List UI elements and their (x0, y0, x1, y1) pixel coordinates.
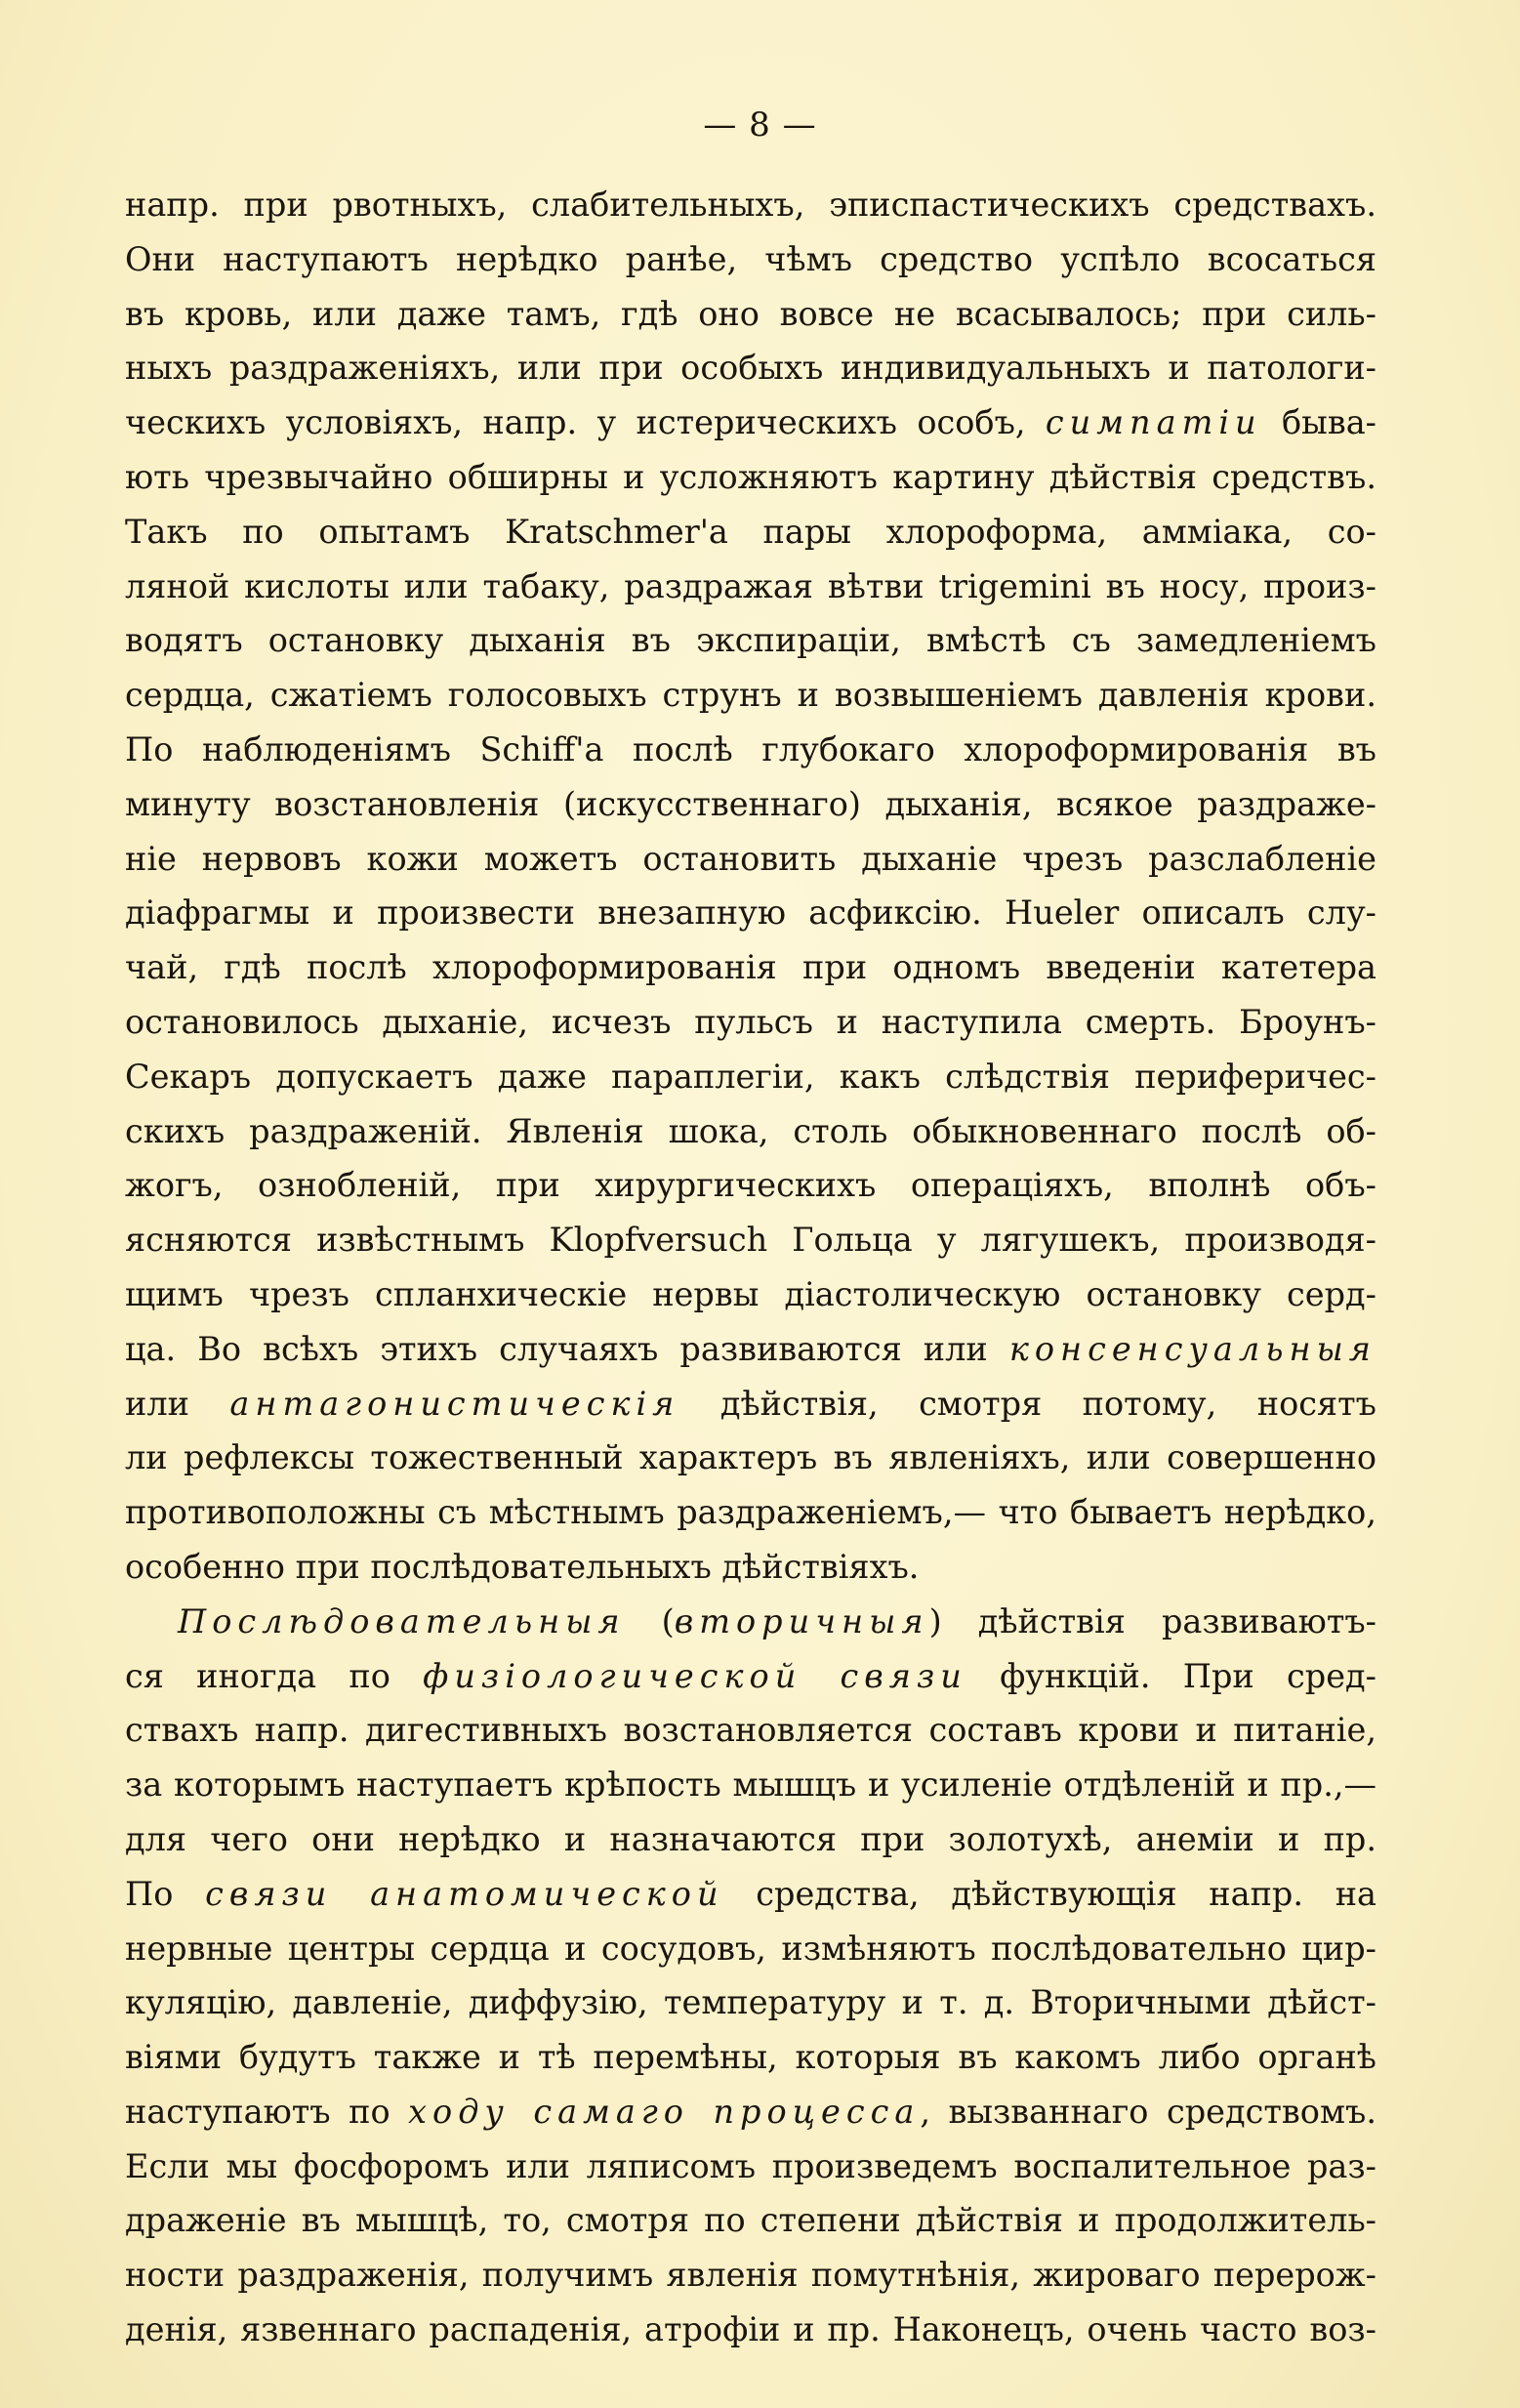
emphasized-text: симпатіи (1045, 403, 1262, 442)
text-line (125, 1975, 1376, 2030)
text-segment: По (125, 1874, 206, 1913)
text-line (125, 995, 1376, 1050)
text-line (125, 1703, 1376, 1758)
text-segment: жогъ, ознобленій, при хирургическихъ операціяхъ, вполнѣ объ- (125, 1166, 1376, 1205)
text-line (125, 395, 1376, 450)
emphasized-text: физіологической связи (423, 1656, 967, 1695)
text-segment: противоположны съ мѣстнымъ раздраженіемъ,— что бываетъ нерѣдко, (125, 1493, 1376, 1532)
text-segment: куляцію, давленіе, диффузію, температуру и т. д. Вторичными дѣйст- (125, 1983, 1376, 2022)
text-segment: быва- (1261, 403, 1376, 442)
text-segment: минуту возстановленія (искусственнаго) дыханія, всякое раздраже- (125, 784, 1376, 823)
text-line (125, 560, 1376, 614)
text-segment: ныхъ раздраженіяхъ, или при особыхъ индивидуальныхъ и патологи- (125, 349, 1376, 388)
text-line (125, 2193, 1376, 2248)
text-segment: остановилось дыханіе, исчезъ пульсъ и наступила смерть. Броунъ- (125, 1002, 1376, 1041)
text-segment: ляной кислоты или табаку, раздражая вѣтви trigemini въ носу, произ- (125, 566, 1376, 605)
text-segment: дѣйствія, смотря потому, носятъ (679, 1384, 1376, 1423)
text-line (125, 2248, 1376, 2303)
text-segment: ся иногда по (125, 1656, 424, 1695)
text-segment: въ кровь, или даже тамъ, гдѣ оно вовсе не всасывалось; при силь- (125, 294, 1376, 333)
text-segment: ствахъ напр. дигестивныхъ возстановляется составъ крови и питаніе, (125, 1711, 1376, 1750)
text-line (125, 1758, 1376, 1812)
text-segment: за которымъ наступаетъ крѣпость мышцъ и усиленіе отдѣленій и пр.,— (125, 1765, 1376, 1805)
text-segment: віями будутъ также и тѣ перемѣны, которыя въ какомъ либо органѣ (125, 2038, 1376, 2077)
text-segment: ческихъ условіяхъ, напр. у истерическихъ особъ, (125, 403, 1046, 442)
text-segment: ли рефлексы тожественный характеръ въ явленіяхъ, или совершенно (125, 1438, 1376, 1477)
text-line (125, 723, 1376, 777)
text-segment: , вызваннаго средствомъ. (920, 2092, 1376, 2131)
text-segment: особенно при послѣдовательныхъ дѣйствіяхъ. (125, 1547, 920, 1586)
text-line (125, 1050, 1376, 1104)
text-line (125, 1377, 1376, 1432)
text-segment: водятъ остановку дыханія въ экспираціи, вмѣстѣ съ замедленіемъ (125, 621, 1376, 660)
text-line (125, 1213, 1376, 1267)
text-line (125, 777, 1376, 832)
emphasized-text: консенсуальныя (1008, 1329, 1376, 1368)
text-line (125, 1158, 1376, 1213)
text-segment: ніе нервовъ кожи можетъ остановить дыханіе чрезъ разслабленіе (125, 839, 1376, 878)
text-line (125, 832, 1376, 887)
text-line (125, 1267, 1376, 1322)
text-line (125, 2303, 1376, 2357)
emphasized-text: антагонистическія (229, 1384, 680, 1423)
text-segment: сердца, сжатіемъ голосовыхъ струнъ и возвышеніемъ давленія крови. (125, 676, 1376, 715)
text-line (125, 2139, 1376, 2194)
text-segment: функцій. При сред- (966, 1656, 1376, 1695)
text-segment: Секаръ допускаетъ даже параплегіи, какъ слѣдствія периферичес- (125, 1057, 1376, 1096)
text-line (125, 1485, 1376, 1540)
text-line (125, 450, 1376, 505)
page-number: — 8 — (703, 105, 817, 145)
text-line (125, 886, 1376, 940)
text-line (125, 1595, 1376, 1649)
text-line (125, 668, 1376, 723)
text-segment: Если мы фосфоромъ или ляписомъ произведемъ воспалительное раз- (125, 2146, 1376, 2185)
text-line (125, 232, 1376, 287)
text-line (125, 940, 1376, 995)
text-segment: ца. Во всѣхъ этихъ случаяхъ развиваются или (125, 1329, 1009, 1368)
text-line (125, 341, 1376, 395)
text-segment: чай, гдѣ послѣ хлороформированія при одномъ введеніи катетера (125, 948, 1376, 987)
text-line (125, 2030, 1376, 2085)
text-segment: ють чрезвычайно обширны и усложняютъ картину дѣйствія средствъ. (125, 457, 1376, 496)
text-segment: По наблюденіямъ Schiff'a послѣ глубокаго хлороформированія въ (125, 729, 1376, 768)
text-segment: средства, дѣйствующія напр. на (723, 1874, 1376, 1913)
text-line (125, 1922, 1376, 1976)
text-line (125, 1812, 1376, 1867)
text-segment: скихъ раздраженій. Явленія шока, столь обыкновеннаго послѣ об- (125, 1111, 1376, 1150)
text-segment: Такъ по опытамъ Kratschmer'a пары хлороформа, амміака, со- (125, 512, 1376, 551)
body-text (125, 178, 1376, 2357)
text-line (125, 2085, 1376, 2139)
text-line (125, 1649, 1376, 1704)
text-segment: ясняются извѣстнымъ Klopfversuch Гольца у лягушекъ, производя- (125, 1221, 1376, 1260)
text-line (125, 1431, 1376, 1485)
text-segment: для чего они нерѣдко и назначаются при золотухѣ, анеміи и пр. (125, 1819, 1376, 1858)
text-segment: щимъ чрезъ спланхическіе нервы діастолическую остановку серд- (125, 1274, 1376, 1313)
text-segment: Они наступаютъ нерѣдко ранѣе, чѣмъ средство успѣло всосаться (125, 239, 1376, 278)
text-segment: денія, язвеннаго распаденія, атрофіи и пр. Наконецъ, очень часто воз- (125, 2310, 1376, 2349)
emphasized-text: связи анатомической (205, 1874, 724, 1913)
text-segment: ( (625, 1601, 675, 1640)
text-line (125, 1867, 1376, 1922)
text-line (125, 287, 1376, 342)
text-segment: ) дѣйствія развиваютъ- (928, 1601, 1376, 1640)
text-line (125, 178, 1376, 232)
text-line (125, 1322, 1376, 1377)
text-segment: ности раздраженія, получимъ явленія помутнѣнія, жироваго перерож- (125, 2256, 1376, 2295)
text-segment: нервные центры сердца и сосудовъ, измѣняютъ послѣдовательно цир- (125, 1929, 1376, 1968)
text-segment: напр. при рвотныхъ, слабительныхъ, эписпастическихъ средствахъ. (125, 186, 1376, 224)
text-segment: или (125, 1384, 230, 1423)
emphasized-text: Послѣдовательныя (178, 1601, 626, 1640)
emphasized-text: ходу самаго процесса (408, 2092, 921, 2131)
text-line (125, 505, 1376, 560)
text-line (125, 1540, 1376, 1595)
text-line (125, 613, 1376, 668)
emphasized-text: вторичныя (674, 1601, 929, 1640)
text-segment: наступаютъ по (125, 2092, 409, 2131)
text-segment: діафрагмы и произвести внезапную асфиксію. Hueler описалъ слу- (125, 893, 1376, 933)
text-line (125, 1104, 1376, 1159)
text-segment: драженіе въ мышцѣ, то, смотря по степени дѣйствія и продолжитель- (125, 2201, 1376, 2240)
